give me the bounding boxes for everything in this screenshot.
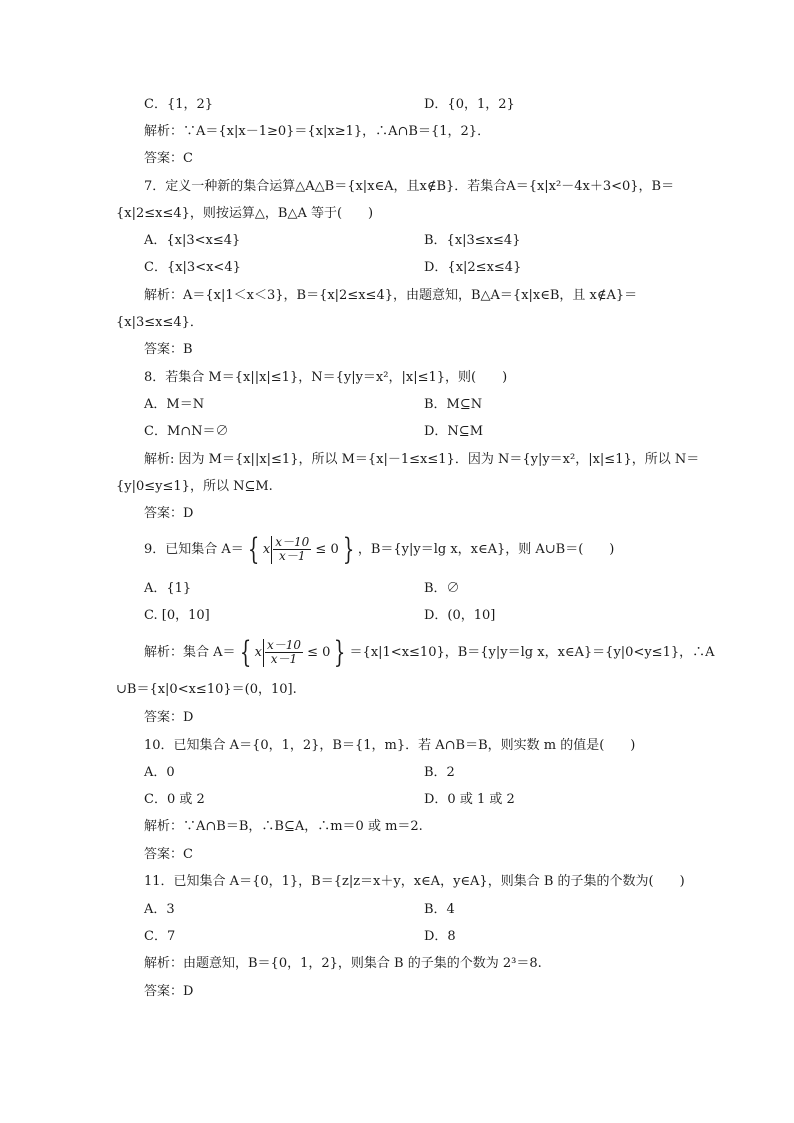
fraction: $\frac{x-10}{x-1}$ xyxy=(266,638,302,666)
option-c: C．{x|3<x<4} xyxy=(144,260,241,275)
fraction: $\frac{x-10}{x-1}$ xyxy=(275,535,310,563)
solution-cont: {y|0≤y≤1}，所以 N⊆M. xyxy=(116,479,273,494)
solution: 解析：A＝{x|1＜x＜3}，B＝{x|2≤x≤4}，由题意知，B△A＝{x|x∈B，且 x∉A}＝ xyxy=(144,288,638,303)
question-9: 9．已知集合 A＝ { x $\frac{x-10}{x-1}$ ≤ 0 } ，B＝{y|y＝lg x，x∈A}，则 A∪B＝( ) xyxy=(144,531,615,567)
option-d: D．8 xyxy=(424,929,456,944)
question-10: 10．已知集合 A＝{0，1，2}，B＝{1，m}．若 A∩B＝B，则实数 m 的值是( ) xyxy=(144,738,636,753)
question-8: 8．若集合 M＝{x||x|≤1}，N＝{y|y＝x²，|x|≤1}，则( ) xyxy=(144,370,508,385)
option-b: B．M⊆N xyxy=(424,397,483,412)
solution-cont: {x|3≤x≤4}． xyxy=(116,315,203,330)
option-d: D．{x|2≤x≤4} xyxy=(424,260,522,275)
solution: 解析：集合 A＝ { x $\frac{x-10}{x-1}$ ≤ 0 } ＝{x|1<x≤10}，B＝{y|y＝lg x，x∈A}＝{y|0<y≤1}，∴A xyxy=(144,634,715,670)
option-b: B．2 xyxy=(424,765,455,780)
option-b: B．∅ xyxy=(424,581,460,596)
option-c: C．7 xyxy=(144,929,176,944)
answer: 答案：B xyxy=(144,342,193,357)
option-a: A．3 xyxy=(144,902,175,917)
answer: 答案：C xyxy=(144,847,193,862)
question-7-cont: {x|2≤x≤4}，则按运算△，B△A 等于( ) xyxy=(116,206,374,221)
option-d: D．(0，10] xyxy=(424,608,496,623)
option-d: D．{0，1，2} xyxy=(424,97,515,112)
option-b: B．{x|3≤x≤4} xyxy=(424,233,521,248)
option-b: B．4 xyxy=(424,902,455,917)
option-a: A．{x|3<x≤4} xyxy=(144,233,241,248)
solution: 解析：∵A＝{x|x－1≥0}＝{x|x≥1}，∴A∩B＝{1，2}． xyxy=(144,124,491,139)
answer: 答案：D xyxy=(144,710,194,725)
option-c: C．0 或 2 xyxy=(144,792,205,807)
solution: 解析：∵A∩B＝B，∴B⊆A，∴m＝0 或 m＝2. xyxy=(144,819,423,834)
solution: 解析: 因为 M＝{x||x|≤1}，所以 M＝{x|－1≤x≤1}．因为 N＝{y|y＝x²，|x|≤1}，所以 N＝ xyxy=(144,452,700,467)
solution-cont: ∪B＝{x|0<x≤10}＝(0，10]. xyxy=(116,682,297,697)
option-a: A．0 xyxy=(144,765,175,780)
solution: 解析：由题意知，B＝{0，1，2}，则集合 B 的子集的个数为 2³＝8. xyxy=(144,956,542,971)
option-c: C. [0，10] xyxy=(144,608,210,623)
option-d: D．N⊆M xyxy=(424,424,484,439)
question-7: 7．定义一种新的集合运算△A△B＝{x|x∈A，且x∉B}．若集合A＝{x|x²－4x＋3<0}，B＝ xyxy=(144,179,675,194)
option-d: D．0 或 1 或 2 xyxy=(424,792,515,807)
option-a: A．{1} xyxy=(144,581,192,596)
answer: 答案：C xyxy=(144,151,193,166)
answer: 答案：D xyxy=(144,506,194,521)
answer: 答案：D xyxy=(144,984,194,999)
option-c: C．{1，2} xyxy=(144,97,214,112)
option-c: C．M∩N＝∅ xyxy=(144,424,229,439)
question-11: 11．已知集合 A＝{0，1}，B＝{z|z＝x＋y，x∈A，y∈A}，则集合 B 的子集的个数为( ) xyxy=(144,874,685,889)
option-a: A．M＝N xyxy=(144,397,205,412)
